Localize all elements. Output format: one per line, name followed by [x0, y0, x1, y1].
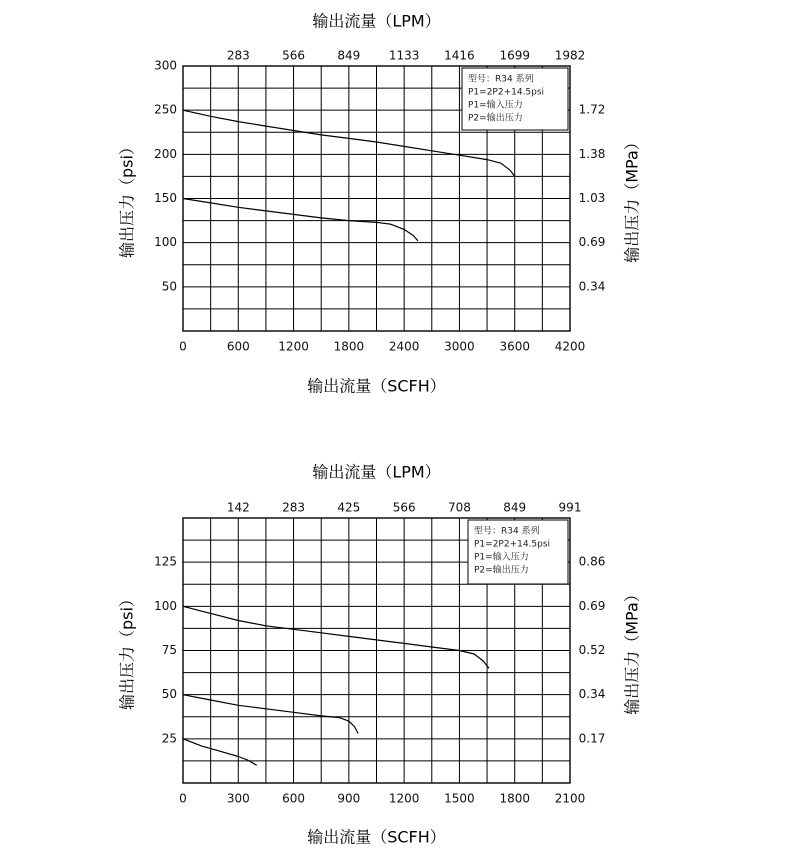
x-tick-label: 300 [226, 791, 250, 806]
series-line-2 [183, 695, 358, 734]
y-tick-label: 25 [161, 731, 177, 746]
y-tick-label: 200 [154, 146, 177, 161]
top-tick-label: 1982 [554, 48, 586, 63]
legend-line: 型号：R34 系列 [474, 526, 540, 537]
right-tick-label: 0.69 [578, 598, 606, 613]
x-tick-label: 4200 [554, 339, 586, 354]
right-axis-title: 输出压力（MPa） [622, 586, 642, 715]
top-tick-label: 566 [392, 500, 416, 515]
x-tick-label: 600 [226, 339, 250, 354]
x-tick-label: 0 [179, 791, 187, 806]
right-tick-label: 0.52 [578, 643, 606, 657]
right-tick-label: 0.34 [578, 687, 606, 702]
legend-line: 型号：R34 系列 [468, 74, 534, 85]
right-tick-label: 0.86 [578, 554, 606, 569]
top-tick-label: 283 [282, 500, 306, 515]
top-tick-label: 708 [447, 500, 471, 515]
right-tick-label: 1.38 [578, 146, 606, 161]
x-tick-label: 3000 [444, 339, 475, 354]
series-line-2 [183, 199, 418, 241]
x-tick-label: 1200 [278, 339, 309, 354]
legend-line: P1=输入压力 [468, 100, 523, 111]
legend-line: P1=2P2+14.5psi [468, 87, 545, 98]
chart-output-pressure-vs-flow-2 [118, 463, 642, 847]
top-axis-title: 输出流量（LPM） [312, 11, 441, 31]
top-tick-label: 1133 [388, 48, 420, 63]
x-tick-label: 2100 [554, 791, 586, 806]
legend-line: P2=输出压力 [468, 113, 523, 124]
chart-output-pressure-vs-flow-1 [118, 12, 642, 396]
right-axis-title: 输出压力（MPa） [622, 134, 642, 263]
x-tick-label: 3600 [499, 339, 530, 354]
x-tick-label: 600 [282, 791, 306, 806]
right-tick-label: 1.03 [578, 191, 606, 205]
y-tick-label: 75 [161, 643, 177, 657]
top-tick-label: 849 [503, 500, 527, 515]
y-axis-title: 输出压力（psi） [117, 139, 137, 258]
top-tick-label: 566 [282, 48, 306, 63]
x-tick-label: 1800 [499, 791, 530, 806]
right-tick-label: 0.69 [578, 235, 606, 250]
top-tick-label: 142 [226, 500, 250, 515]
top-tick-label: 425 [337, 500, 361, 515]
x-tick-label: 1500 [444, 791, 475, 806]
x-tick-label: 1200 [388, 791, 420, 806]
top-tick-label: 283 [226, 48, 250, 63]
y-tick-label: 150 [154, 191, 177, 205]
legend [468, 520, 568, 584]
legend-line: P1=2P2+14.5psi [474, 539, 551, 550]
top-tick-label: 991 [558, 500, 582, 515]
y-tick-label: 300 [154, 58, 177, 73]
x-axis-title: 输出流量（SCFH） [307, 376, 446, 396]
right-tick-label: 0.34 [578, 279, 606, 294]
x-tick-label: 900 [337, 791, 361, 806]
legend-line: P1=输入压力 [474, 552, 529, 563]
legend-line: P2=输出压力 [474, 565, 529, 576]
y-tick-label: 50 [161, 687, 177, 702]
y-tick-label: 100 [154, 235, 177, 250]
legend [462, 68, 568, 130]
x-tick-label: 2400 [388, 339, 420, 354]
series-line-1 [183, 606, 489, 668]
top-tick-label: 1699 [499, 48, 530, 63]
y-tick-label: 50 [161, 279, 177, 294]
right-tick-label: 1.72 [578, 102, 606, 117]
y-tick-label: 250 [154, 102, 177, 117]
top-tick-label: 1416 [444, 48, 475, 63]
right-tick-label: 0.17 [578, 731, 606, 746]
x-tick-label: 1800 [333, 339, 365, 354]
top-tick-label: 849 [337, 48, 361, 63]
y-tick-label: 100 [154, 598, 177, 613]
x-tick-label: 0 [179, 339, 187, 354]
y-axis-title: 输出压力（psi） [117, 591, 137, 710]
top-axis-title: 输出流量（LPM） [312, 462, 441, 482]
y-tick-label: 125 [154, 554, 177, 569]
x-axis-title: 输出流量（SCFH） [307, 827, 446, 847]
